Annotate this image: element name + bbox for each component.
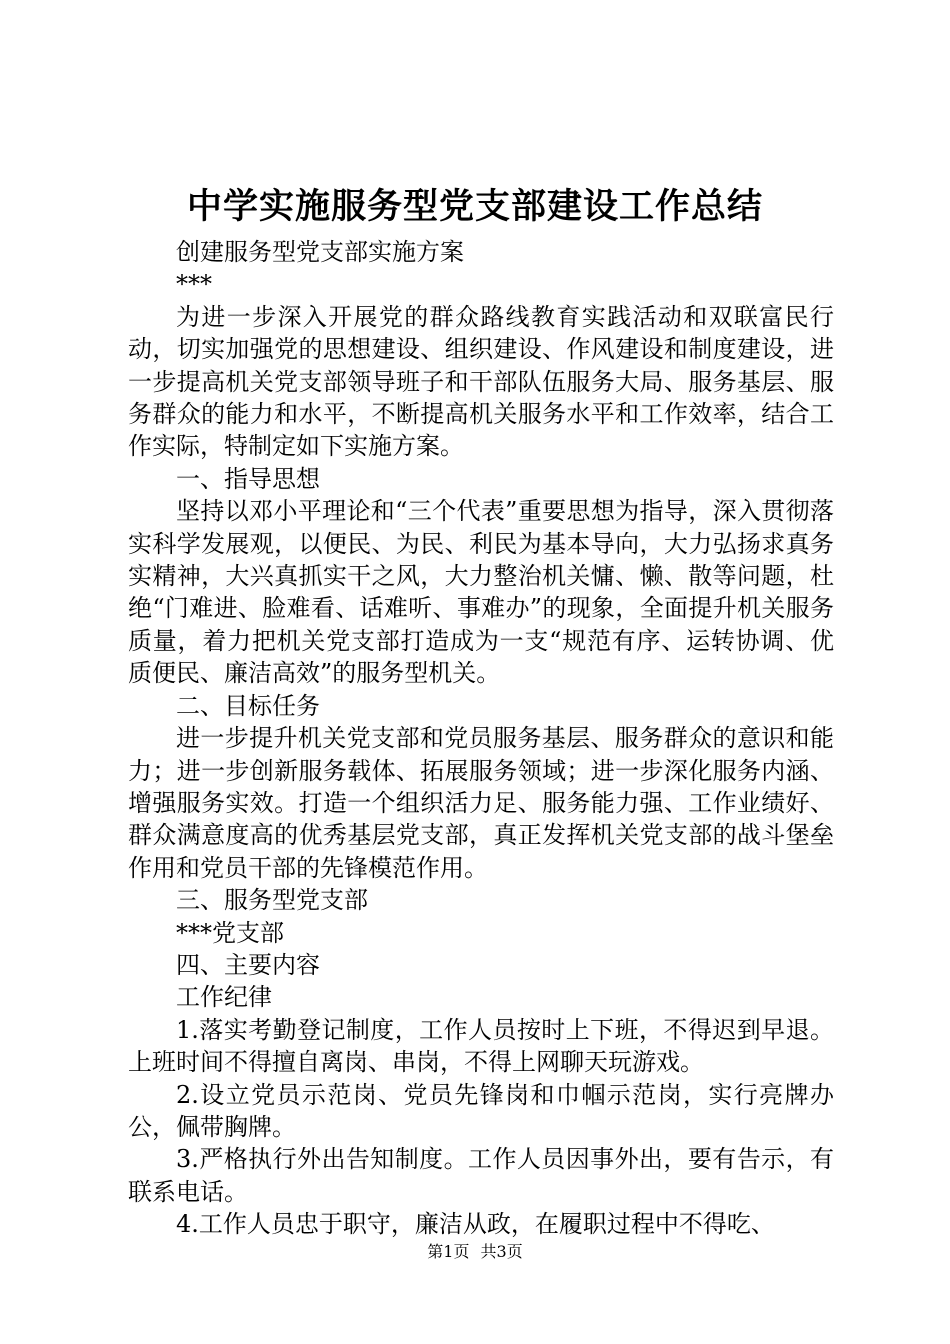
author-placeholder: *** (176, 270, 212, 299)
list-item: 1.落实考勤登记制度，工作人员按时上下班，不得迟到早退。上班时间不得擅自离岗、串岗，不得上网聊天玩游戏。 (128, 1015, 834, 1077)
section-heading-goals: 二、目标任务 (176, 691, 320, 720)
list-item: 4.工作人员忠于职守，廉洁从政，在履职过程中不得吃、 (176, 1210, 775, 1239)
document-title: 中学实施服务型党支部建设工作总结 (186, 186, 763, 227)
page-total: 共3页 (480, 1242, 523, 1261)
intro-paragraph: 为进一步深入开展党的群众路线教育实践活动和双联富民行动，切实加强党的思想建设、组织建设、作风建设和制度建设，进一步提高机关党支部领导班子和干部队伍服务大局、服务基层、服务群众的能力和水平，不断提高机关服务水平和工作效率，结合工作实际，特制定如下实施方案。 (128, 302, 834, 461)
document-body (128, 236, 834, 1241)
list-item: 2.设立党员示范岗、党员先锋岗和巾帼示范岗，实行亮牌办公，佩带胸牌。 (128, 1080, 834, 1141)
section-heading-service-branch: 三、服务型党支部 (176, 886, 368, 915)
list-item: 3.严格执行外出告知制度。工作人员因事外出，要有告示，有联系电话。 (128, 1145, 834, 1206)
subheading-work-discipline: 工作纪律 (176, 983, 272, 1012)
section-heading-guiding-ideology: 一、指导思想 (176, 464, 320, 493)
goals-paragraph: 进一步提升机关党支部和党员服务基层、服务群众的意识和能力；进一步创新服务载体、拓展服务领域；进一步深化服务内涵、增强服务实效。打造一个组织活力足、服务能力强、工作业绩好、群众满意度高的优秀基层党支部，真正发挥机关党支部的战斗堡垒作用和党员干部的先锋模范作用。 (128, 724, 834, 882)
page-number: 第1页 (427, 1242, 470, 1261)
page-footer (0, 1240, 950, 1264)
guiding-ideology-paragraph: 坚持以邓小平理论和“三个代表”重要思想为指导，深入贯彻落实科学发展观，以便民、为民、利民为基本导向，大力弘扬求真务实精神，大兴真抓实干之风，大力整治机关慵、懒、散等问题，杜绝“门难进、脸难看、话难听、事难办”的现象，全面提升机关服务质量，着力把机关党支部打造成为一支“规范有序、运转协调、优质便民、廉洁高效”的服务型机关。 (128, 497, 834, 688)
subtitle-paragraph: 创建服务型党支部实施方案 (176, 238, 464, 266)
section-heading-main-content: 四、主要内容 (176, 950, 320, 979)
branch-name-paragraph: ***党支部 (176, 918, 284, 947)
